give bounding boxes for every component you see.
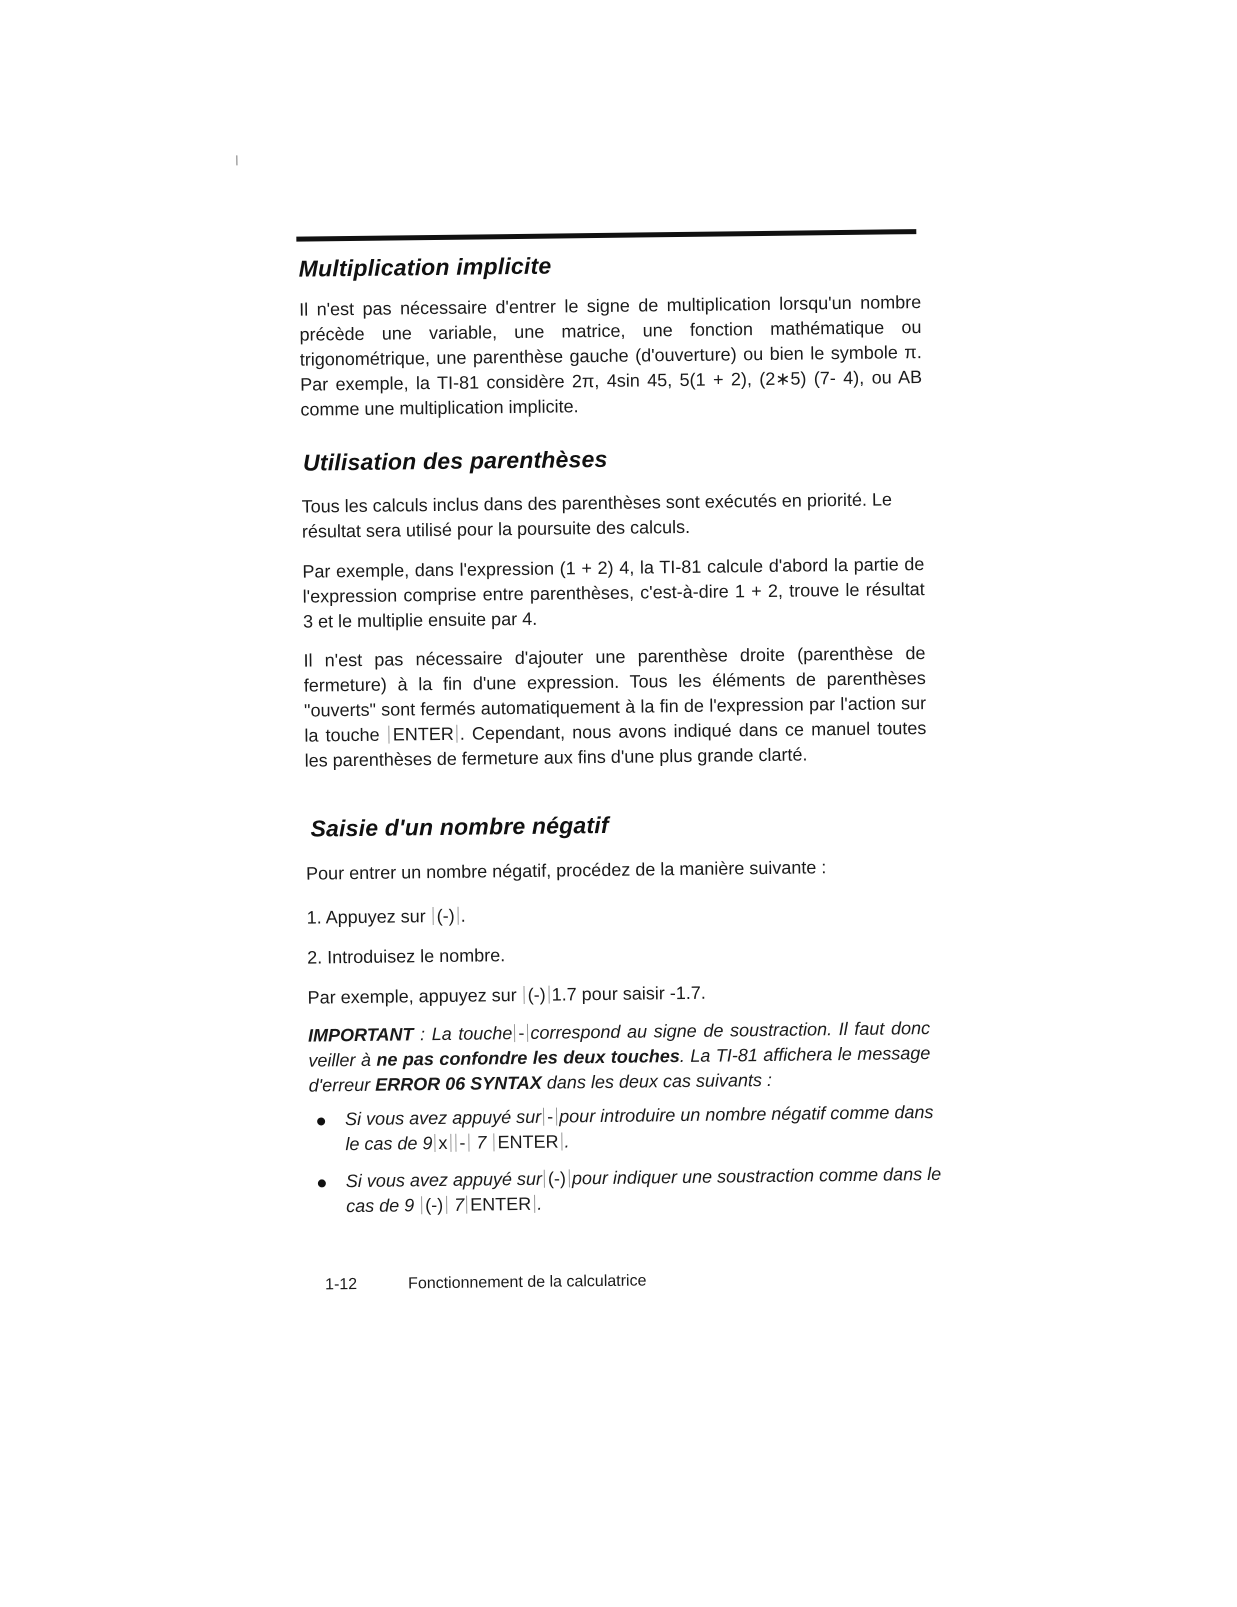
- page-number: 1-12: [325, 1276, 358, 1294]
- bullet-text-part: .: [537, 1193, 543, 1214]
- paragraph-parentheses-1: Tous les calculs inclus dans des parenthèses sont exécutés en priorité. Le résultat sera utilisé pour la poursuite des calculs.: [301, 489, 893, 542]
- bullet-text-part: 7: [454, 1194, 465, 1215]
- heading-negatif: Saisie d'un nombre négatif: [310, 811, 609, 842]
- negative-key-label: (-): [544, 1169, 570, 1187]
- enter-key-label: ENTER: [466, 1195, 535, 1214]
- bullet-text-part: 7: [476, 1132, 487, 1153]
- negative-key-label: (-): [433, 907, 459, 925]
- scan-speck: [236, 155, 237, 165]
- paragraph-parentheses-3: [303, 641, 926, 774]
- error-message: ERROR 06 SYNTAX: [375, 1072, 542, 1095]
- bullet-text-part: Si vous avez appuyé sur: [344, 1106, 542, 1130]
- step-text: 1. Appuyez sur: [306, 906, 426, 928]
- step-text: .: [460, 905, 466, 926]
- paragraph-text: . Cependant, nous avons indiqué dans ce manuel toutes les parenthèses de fermeture aux fins d'une plus grande clarté.: [304, 718, 927, 771]
- minus-key-label: -: [455, 1134, 469, 1152]
- bullet-text: [345, 1100, 942, 1157]
- note-text: . La TI-81 affichera le message d'erreur: [308, 1042, 931, 1096]
- bullet-text-part: pour indiquer une soustraction comme dans le cas de 9: [346, 1163, 942, 1217]
- bullet-item-1: [317, 1100, 939, 1155]
- chapter-title: Fonctionnement de la calculatrice: [408, 1272, 647, 1293]
- minus-key-label: -: [543, 1108, 557, 1126]
- note-text: correspond au signe de soustraction. Il faut donc veiller à: [308, 1017, 931, 1071]
- step-1: [306, 898, 928, 931]
- paragraph-parentheses-2: Par exemple, dans l'expression (1 + 2) 4, la TI-81 calcule d'abord la partie de l'expression comprise entre parenthèses, c'est-à-dire 1 + 2, trouve le résultat 3 et le multiplie ensuite par 4.: [302, 554, 925, 632]
- bullet-icon: [317, 1117, 325, 1125]
- bullet-icon: [318, 1179, 326, 1187]
- note-emphasis: ne pas confondre les deux touches: [376, 1046, 680, 1070]
- paragraph-text: Il n'est pas nécessaire d'ajouter une parenthèse droite (parenthèse de fermeture) à la fin d'une expression. Tous les éléments de parenthèses "ouverts" sont fermés automatiquement à la fin de l'expression par l'action sur la touche: [303, 643, 927, 746]
- example-text: Par exemple, appuyez sur: [307, 985, 517, 1008]
- note-text: dans les deux cas suivants :: [541, 1069, 773, 1093]
- bullet-text: [346, 1162, 943, 1219]
- example-text: 1.7 pour saisir -1.7.: [551, 982, 706, 1005]
- bullet-item-2: [318, 1162, 942, 1217]
- important-note: [308, 1016, 931, 1099]
- enter-key-label: ENTER: [389, 725, 458, 744]
- multiply-key-label: x: [434, 1134, 451, 1152]
- negative-key-label: (-): [524, 986, 550, 1004]
- minus-key-label: -: [514, 1024, 528, 1042]
- step-2: 2. Introduisez le nombre.: [307, 945, 506, 968]
- bullet-text-part: Si vous avez appuyé sur: [345, 1168, 543, 1192]
- negative-key-label: (-): [421, 1196, 447, 1214]
- note-text: : La touche: [413, 1023, 513, 1045]
- heading-parentheses: Utilisation des parenthèses: [302, 445, 608, 476]
- paragraph-negatif-intro: Pour entrer un nombre négatif, procédez de la manière suivante :: [305, 857, 827, 884]
- paragraph-multiplication: Il n'est pas nécessaire d'entrer le signe de multiplication lorsqu'un nombre précède une variable, une matrice, une fonction mathématique ou trigonométrique, une parenthèse gauche (d'ouverture) ou bien le symbole π. Par exemple, la TI-81 considère 2π, 4sin 45, 5(1 + 2), (2∗5) (7- 4), ou AB comme une multiplication implicite.: [299, 292, 923, 420]
- bullet-text-part: pour introduire un nombre négatif comme dans le cas de 9: [345, 1101, 934, 1155]
- important-label: IMPORTANT: [307, 1024, 414, 1046]
- section-rule: [296, 229, 916, 242]
- example-negatif: [307, 978, 929, 1011]
- enter-key-label: ENTER: [493, 1132, 562, 1151]
- heading-multiplication: Multiplication implicite: [298, 252, 552, 282]
- bullet-text-part: .: [564, 1131, 570, 1152]
